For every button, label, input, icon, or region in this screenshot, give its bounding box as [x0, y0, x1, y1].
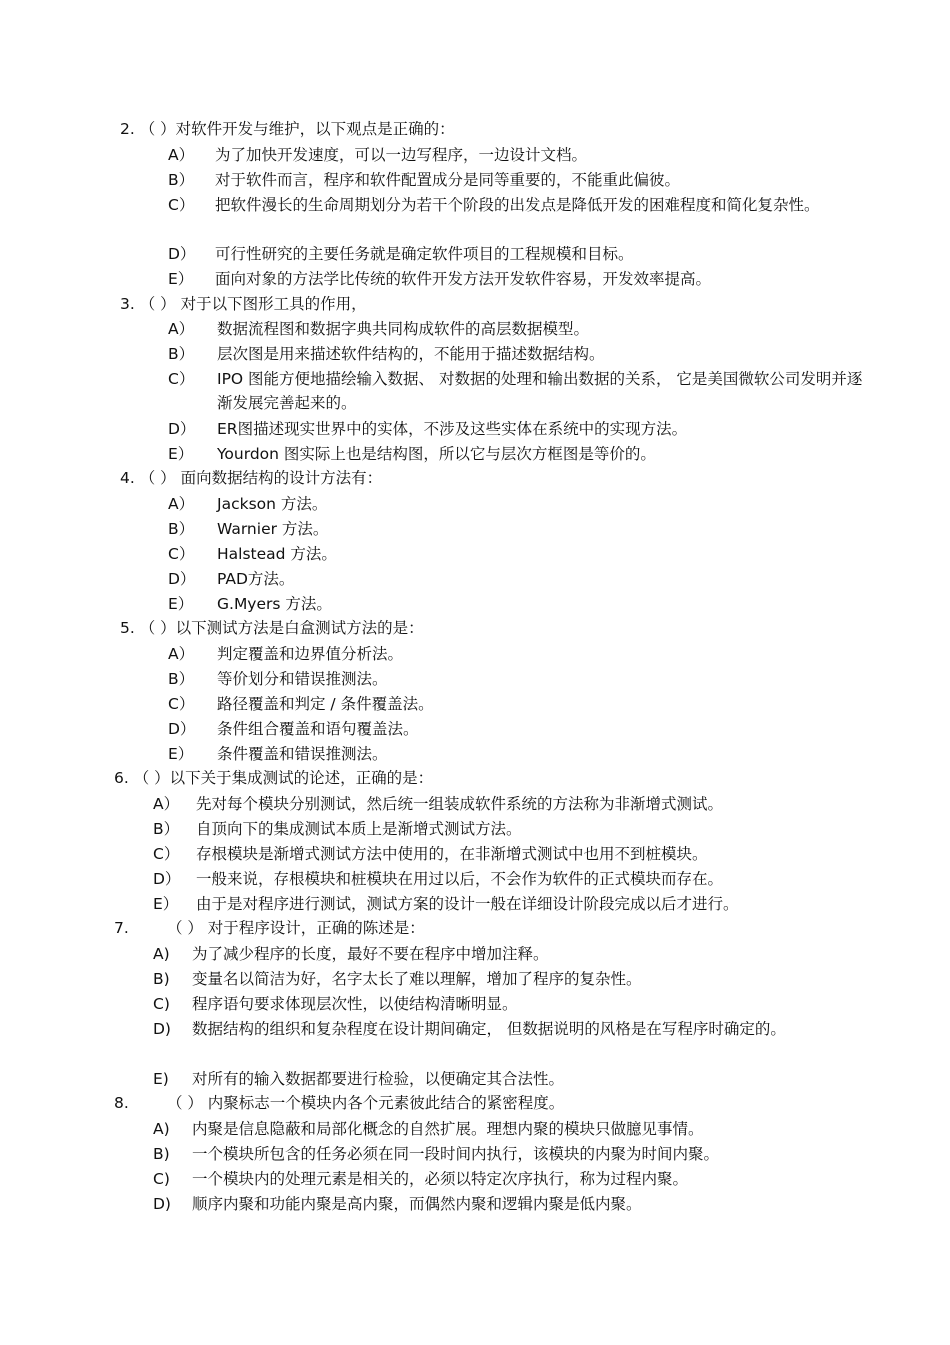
option-text: 对于软件而言，程序和软件配置成分是同等重要的，不能重此偏彼。: [215, 171, 681, 189]
option-text: 条件组合覆盖和语句覆盖法。: [217, 720, 419, 738]
question-7-option-b: [153, 967, 873, 992]
option-label: A）: [153, 795, 180, 813]
option-label: D): [153, 1020, 171, 1038]
question-4-option-e: [168, 592, 868, 617]
question-number: 5.: [120, 619, 135, 637]
option-text: 为了减少程序的长度，最好不要在程序中增加注释。: [192, 945, 549, 963]
question-5-title: [120, 616, 424, 641]
question-7-option-e: [153, 1067, 873, 1092]
option-text: 等价划分和错误推测法。: [217, 670, 388, 688]
question-2-option-e: [168, 267, 868, 292]
question-7-option-c: [153, 992, 873, 1017]
option-label: E）: [168, 595, 194, 613]
option-text: IPO 图能方便地描绘输入数据、 对数据的处理和输出数据的关系， 它是美国微软公司发明并逐渐发展完善起来的。: [217, 370, 863, 412]
question-3-title: [120, 292, 367, 317]
option-text: 判定覆盖和边界值分析法。: [217, 645, 404, 663]
option-text: 变量名以简洁为好，名字太长了难以理解，增加了程序的复杂性。: [192, 970, 642, 988]
question-5-option-c: [168, 692, 868, 717]
question-8-option-c: [153, 1167, 873, 1192]
question-6-option-e: [153, 892, 873, 917]
option-text: ER图描述现实世界中的实体，不涉及这些实体在系统中的实现方法。: [217, 420, 688, 438]
option-text: 可行性研究的主要任务就是确定软件项目的工程规模和目标。: [215, 245, 634, 263]
question-5-option-d: [168, 717, 868, 742]
question-number: 2.: [120, 120, 135, 138]
option-label: D）: [168, 720, 196, 738]
question-6-option-c: [153, 842, 873, 867]
option-label: B）: [168, 670, 195, 688]
option-label: D): [153, 1195, 171, 1213]
option-label: B): [153, 1145, 170, 1163]
option-label: C）: [153, 845, 180, 863]
option-text: 一般来说，存根模块和桩模块在用过以后，不会作为软件的正式模块而存在。: [196, 870, 724, 888]
question-6-option-a: [153, 792, 873, 817]
option-label: D）: [153, 870, 181, 888]
question-6-option-b: [153, 817, 873, 842]
option-label: B): [153, 970, 170, 988]
option-label: E）: [168, 745, 194, 763]
option-label: C）: [168, 196, 195, 214]
option-text: 为了加快开发速度，可以一边写程序，一边设计文档。: [215, 146, 588, 164]
option-label: B）: [168, 520, 195, 538]
question-3-option-e: [168, 442, 868, 467]
option-text: 层次图是用来描述软件结构的，不能用于描述数据结构。: [217, 345, 605, 363]
option-text: Yourdon 图实际上也是结构图，所以它与层次方框图是等价的。: [217, 445, 656, 463]
option-label: A）: [168, 320, 195, 338]
option-label: C）: [168, 370, 195, 388]
question-4-option-a: [168, 492, 868, 517]
question-3-option-a: [168, 317, 868, 342]
option-label: A): [153, 1120, 170, 1138]
option-text: Jackson 方法。: [217, 495, 328, 513]
question-2-option-c: [168, 193, 868, 243]
question-text: （ ） 内聚标志一个模块内各个元素彼此结合的紧密程度。: [166, 1094, 565, 1112]
option-label: A）: [168, 645, 195, 663]
option-text: 由于是对程序进行测试，测试方案的设计一般在详细设计阶段完成以后才进行。: [196, 895, 739, 913]
option-label: B）: [153, 820, 180, 838]
option-text: 先对每个模块分别测试，然后统一组装成软件系统的方法称为非渐增式测试。: [196, 795, 724, 813]
question-text: （ ）以下测试方法是白盒测试方法的是：: [139, 619, 424, 637]
option-text: 自顶向下的集成测试本质上是渐增式测试方法。: [196, 820, 522, 838]
question-3-option-b: [168, 342, 868, 367]
question-5-option-e: [168, 742, 868, 767]
question-7-option-d: [153, 1017, 873, 1067]
option-text: 面向对象的方法学比传统的软件开发方法开发软件容易，开发效率提高。: [215, 270, 712, 288]
option-label: B）: [168, 171, 195, 189]
option-text: 内聚是信息隐蔽和局部化概念的自然扩展。理想内聚的模块只做臆见事情。: [192, 1120, 704, 1138]
option-text: 一个模块内的处理元素是相关的，必须以特定次序执行，称为过程内聚。: [192, 1170, 689, 1188]
question-5-option-b: [168, 667, 868, 692]
option-text: 一个模块所包含的任务必须在同一段时间内执行，该模块的内聚为时间内聚。: [192, 1145, 720, 1163]
question-text: （ ） 面向数据结构的设计方法有：: [139, 469, 383, 487]
question-3-option-c: [168, 367, 878, 417]
question-2-title: [120, 117, 455, 142]
question-number: 4.: [120, 469, 135, 487]
option-label: E): [153, 1070, 169, 1088]
option-text: 数据流程图和数据字典共同构成软件的高层数据模型。: [217, 320, 590, 338]
question-text: （ ）对软件开发与维护，以下观点是正确的：: [139, 120, 455, 138]
question-7-option-a: [153, 942, 873, 967]
question-2-option-a: [168, 143, 868, 168]
question-8-title: [114, 1091, 564, 1116]
option-label: D）: [168, 570, 196, 588]
option-text: 路径覆盖和判定 / 条件覆盖法。: [217, 695, 434, 713]
question-4-option-c: [168, 542, 868, 567]
question-6-title: [114, 766, 433, 791]
option-text: 数据结构的组织和复杂程度在设计期间确定， 但数据说明的风格是在写程序时确定的。: [192, 1020, 786, 1038]
question-6-option-d: [153, 867, 873, 892]
question-8-option-d: [153, 1192, 873, 1217]
option-label: C）: [168, 695, 195, 713]
option-text: Halstead 方法。: [217, 545, 337, 563]
option-label: D）: [168, 245, 196, 263]
option-label: C）: [168, 545, 195, 563]
option-text: Warnier 方法。: [217, 520, 329, 538]
question-5-option-a: [168, 642, 868, 667]
question-4-option-b: [168, 517, 868, 542]
option-text: 程序语句要求体现层次性，以使结构清晰明显。: [192, 995, 518, 1013]
question-8-option-a: [153, 1117, 873, 1142]
option-label: E）: [153, 895, 179, 913]
option-label: E）: [168, 445, 194, 463]
question-text: （ ） 对于程序设计，正确的陈述是：: [166, 919, 425, 937]
option-label: C): [153, 995, 170, 1013]
option-label: B）: [168, 345, 195, 363]
question-7-title: [114, 916, 425, 941]
option-label: E）: [168, 270, 194, 288]
question-2-option-d: [168, 242, 868, 267]
question-text: （ ） 对于以下图形工具的作用，: [139, 295, 367, 313]
question-4-option-d: [168, 567, 868, 592]
question-2-option-b: [168, 168, 868, 193]
question-number: 8.: [114, 1094, 129, 1112]
option-label: C): [153, 1170, 170, 1188]
option-text: 存根模块是渐增式测试方法中使用的，在非渐增式测试中也用不到桩模块。: [196, 845, 708, 863]
question-4-title: [120, 466, 382, 491]
question-number: 3.: [120, 295, 135, 313]
option-text: 对所有的输入数据都要进行检验，以便确定其合法性。: [192, 1070, 565, 1088]
option-text: 顺序内聚和功能内聚是高内聚，而偶然内聚和逻辑内聚是低内聚。: [192, 1195, 642, 1213]
question-3-option-d: [168, 417, 868, 442]
question-text: （ ）以下关于集成测试的论述，正确的是：: [133, 769, 434, 787]
option-label: A）: [168, 495, 195, 513]
option-label: A）: [168, 146, 195, 164]
option-text: 条件覆盖和错误推测法。: [217, 745, 388, 763]
question-number: 6.: [114, 769, 129, 787]
option-text: PAD方法。: [217, 570, 295, 588]
option-label: A): [153, 945, 170, 963]
option-text: 把软件漫长的生命周期划分为若干个阶段的出发点是降低开发的困难程度和简化复杂性。: [215, 196, 820, 214]
option-label: D）: [168, 420, 196, 438]
question-8-option-b: [153, 1142, 873, 1167]
question-number: 7.: [114, 919, 129, 937]
option-text: G.Myers 方法。: [217, 595, 332, 613]
